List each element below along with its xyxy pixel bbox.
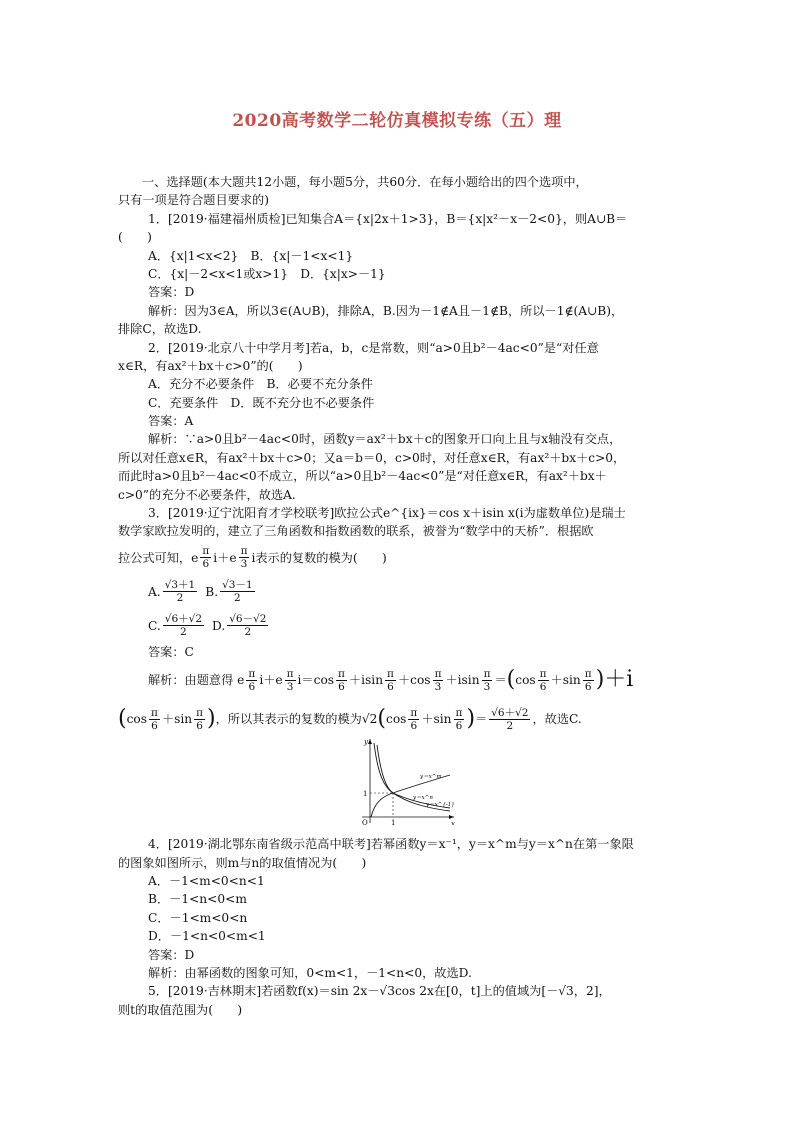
option-a-fraction: $\frac{√3+1}{2}$ xyxy=(164,579,196,605)
q3-stem-3-mid: i＋e xyxy=(213,550,237,565)
q1-options-ab: A．{x|1<x<2} B．{x|－1<x<1} xyxy=(148,248,354,263)
q3-analysis-1: 解析：由题意得 e $\frac{\pi}{6}$ i＋e $\frac{\pi}{3}$ i＝cos $\frac{\pi}{6}$ ＋isin $\frac{\pi}{6}$ ＋cos $\frac{\pi}{3}$ ＋isin $\frac{\pi}{3}$ ＝ ( cos $\frac{\pi}{6}$ ＋sin $\frac{\pi}{6}$ )＋i xyxy=(148,667,634,693)
q3-options-ab: A. $\frac{√3+1}{2}$ B. $\frac{√3-1}{2}$ xyxy=(148,579,253,605)
q4-option-a: A．－1<m<0<n<1 xyxy=(148,873,265,888)
label-y-x-n: y＝x^n xyxy=(413,795,433,801)
intro-line-2: 只有一项是符合题目要求的) xyxy=(118,193,270,208)
q1-options-cd: C．{x|－2<x<1或x>1} D．{x|x>－1} xyxy=(148,266,386,281)
q4-option-c: C．－1<m<0<n xyxy=(148,910,248,925)
q4-option-b: B．－1<n<0<m xyxy=(148,892,247,907)
q3-stem-3-pre: 拉公式可知，e xyxy=(118,550,199,565)
power-function-figure xyxy=(350,735,460,825)
origin-label: O xyxy=(362,819,368,825)
q4-option-d: D．－1<n<0<m<1 xyxy=(148,929,266,944)
q3-analysis-2: ( cos $\frac{\pi}{6}$ ＋sin $\frac{\pi}{6}$ ) ，所以其表示的复数的模为√2 ( cos $\frac{\pi}{6}$ ＋sin $\frac{\pi}{6}$ ) ＝ $\frac{√6+√2}{2}$ ，故选C. xyxy=(118,706,582,732)
label-y-x-neg1: y＝x^{-1} xyxy=(426,802,455,808)
document-body xyxy=(118,173,680,1019)
q3-stem-3-post: i表示的复数的模为( ) xyxy=(251,550,387,565)
x-one-label: 1 xyxy=(391,819,396,825)
page-title: 2020高考数学二轮仿真模拟专练（五）理 xyxy=(232,111,562,131)
fraction-pi-6: $\frac{\pi}{6}$ xyxy=(202,545,210,571)
q2-stem-1: 2．[2019·北京八十中学月考]若a，b，c是常数，则“a>0且b²－4ac<0”是“对任意 xyxy=(148,340,599,355)
q2-analysis-1: 解析：∵a>0且b²－4ac<0时，函数y＝ax²＋bx＋c的图象开口向上且与x轴没有交点， xyxy=(148,432,622,447)
q4-answer: 答案：D xyxy=(148,947,195,962)
label-y-x-m: y＝x^m xyxy=(420,774,442,780)
q2-analysis-2: 所以对任意x∈R，有ax²＋bx＋c>0；又a＝b＝0，c>0时，对任意x∈R，有ax²＋bx＋c>0， xyxy=(118,450,626,465)
q2-stem-2: x∈R，有ax²＋bx＋c>0”的( ) xyxy=(118,358,303,373)
q1-analysis-1: 解析：因为3∈A，所以3∈(A∪B)，排除A，B.因为－1∉A且－1∉B，所以－1∉(A∪B)， xyxy=(148,303,624,318)
q3-answer: 答案：C xyxy=(148,644,194,659)
q1-paren: ( ) xyxy=(118,230,152,245)
intro-line-1: 一、选择题(本大题共12小题，每小题5分，共60分．在每小题给出的四个选项中， xyxy=(142,175,588,189)
q4-stem-1: 4．[2019·湖北鄂东南省级示范高中联考]若幂函数y＝x⁻¹，y＝x^m与y＝x^n在第一象限 xyxy=(148,837,634,852)
q3-options-cd: C. $\frac{√6+√2}{2}$ D. $\frac{√6-√2}{2}$ xyxy=(148,613,267,639)
q1-stem: 1．[2019·福建福州质检]已知集合A＝{x|2x＋1>3}，B＝{x|x²－x－2<0}，则A∪B＝ xyxy=(148,211,628,226)
option-c-fraction: $\frac{√6+√2}{2}$ xyxy=(164,613,203,639)
option-d-fraction: $\frac{√6-√2}{2}$ xyxy=(229,613,267,639)
q2-answer: 答案：A xyxy=(148,414,194,429)
q2-analysis-4: c>0”的充分不必要条件，故选A. xyxy=(118,487,296,502)
q3-stem-3 xyxy=(118,541,680,575)
x-axis-arrow xyxy=(449,815,454,819)
q5-stem-1: 5．[2019·吉林期末]若函数f(x)＝sin 2x－√3cos 2x在[0，t]上的值域为[－√3，2]， xyxy=(148,984,611,999)
x-axis-label: x xyxy=(451,820,455,825)
y-one-label: 1 xyxy=(363,790,368,798)
q2-options-ab: A．充分不必要条件 B．必要不充分条件 xyxy=(148,377,373,392)
y-axis-label: y xyxy=(364,738,368,746)
q3-stem-2: 数学家欧拉发明的，建立了三角函数和指数函数的联系，被誉为“数学中的天桥”．根据欧 xyxy=(118,524,594,539)
q2-analysis-3: 而此时a>0且b²－4ac<0不成立，所以“a>0且b²－4ac<0”是“对任意x∈R，有ax²＋bx＋ xyxy=(118,469,607,484)
q2-options-cd: C．充要条件 D．既不充分也不必要条件 xyxy=(148,395,375,410)
q4-stem-2: 的图象如图所示，则m与n的取值情况为( ) xyxy=(118,855,367,870)
q1-answer: 答案：D xyxy=(148,285,195,300)
y-axis-arrow xyxy=(368,739,372,744)
q3-stem-1: 3．[2019·辽宁沈阳育才学校联考]欧拉公式e^{ix}＝cos x＋isin x(i为虚数单位)是瑞士 xyxy=(148,506,626,521)
q5-stem-2: 则t的取值范围为( ) xyxy=(118,1002,243,1017)
q1-analysis-2: 排除C，故选D. xyxy=(118,322,202,337)
option-b-fraction: $\frac{√3-1}{2}$ xyxy=(222,579,253,605)
q4-analysis: 解析：由幂函数的图象可知，0<m<1，－1<n<0，故选D. xyxy=(148,965,472,980)
fraction-pi-3: $\frac{\pi}{3}$ xyxy=(240,545,248,571)
